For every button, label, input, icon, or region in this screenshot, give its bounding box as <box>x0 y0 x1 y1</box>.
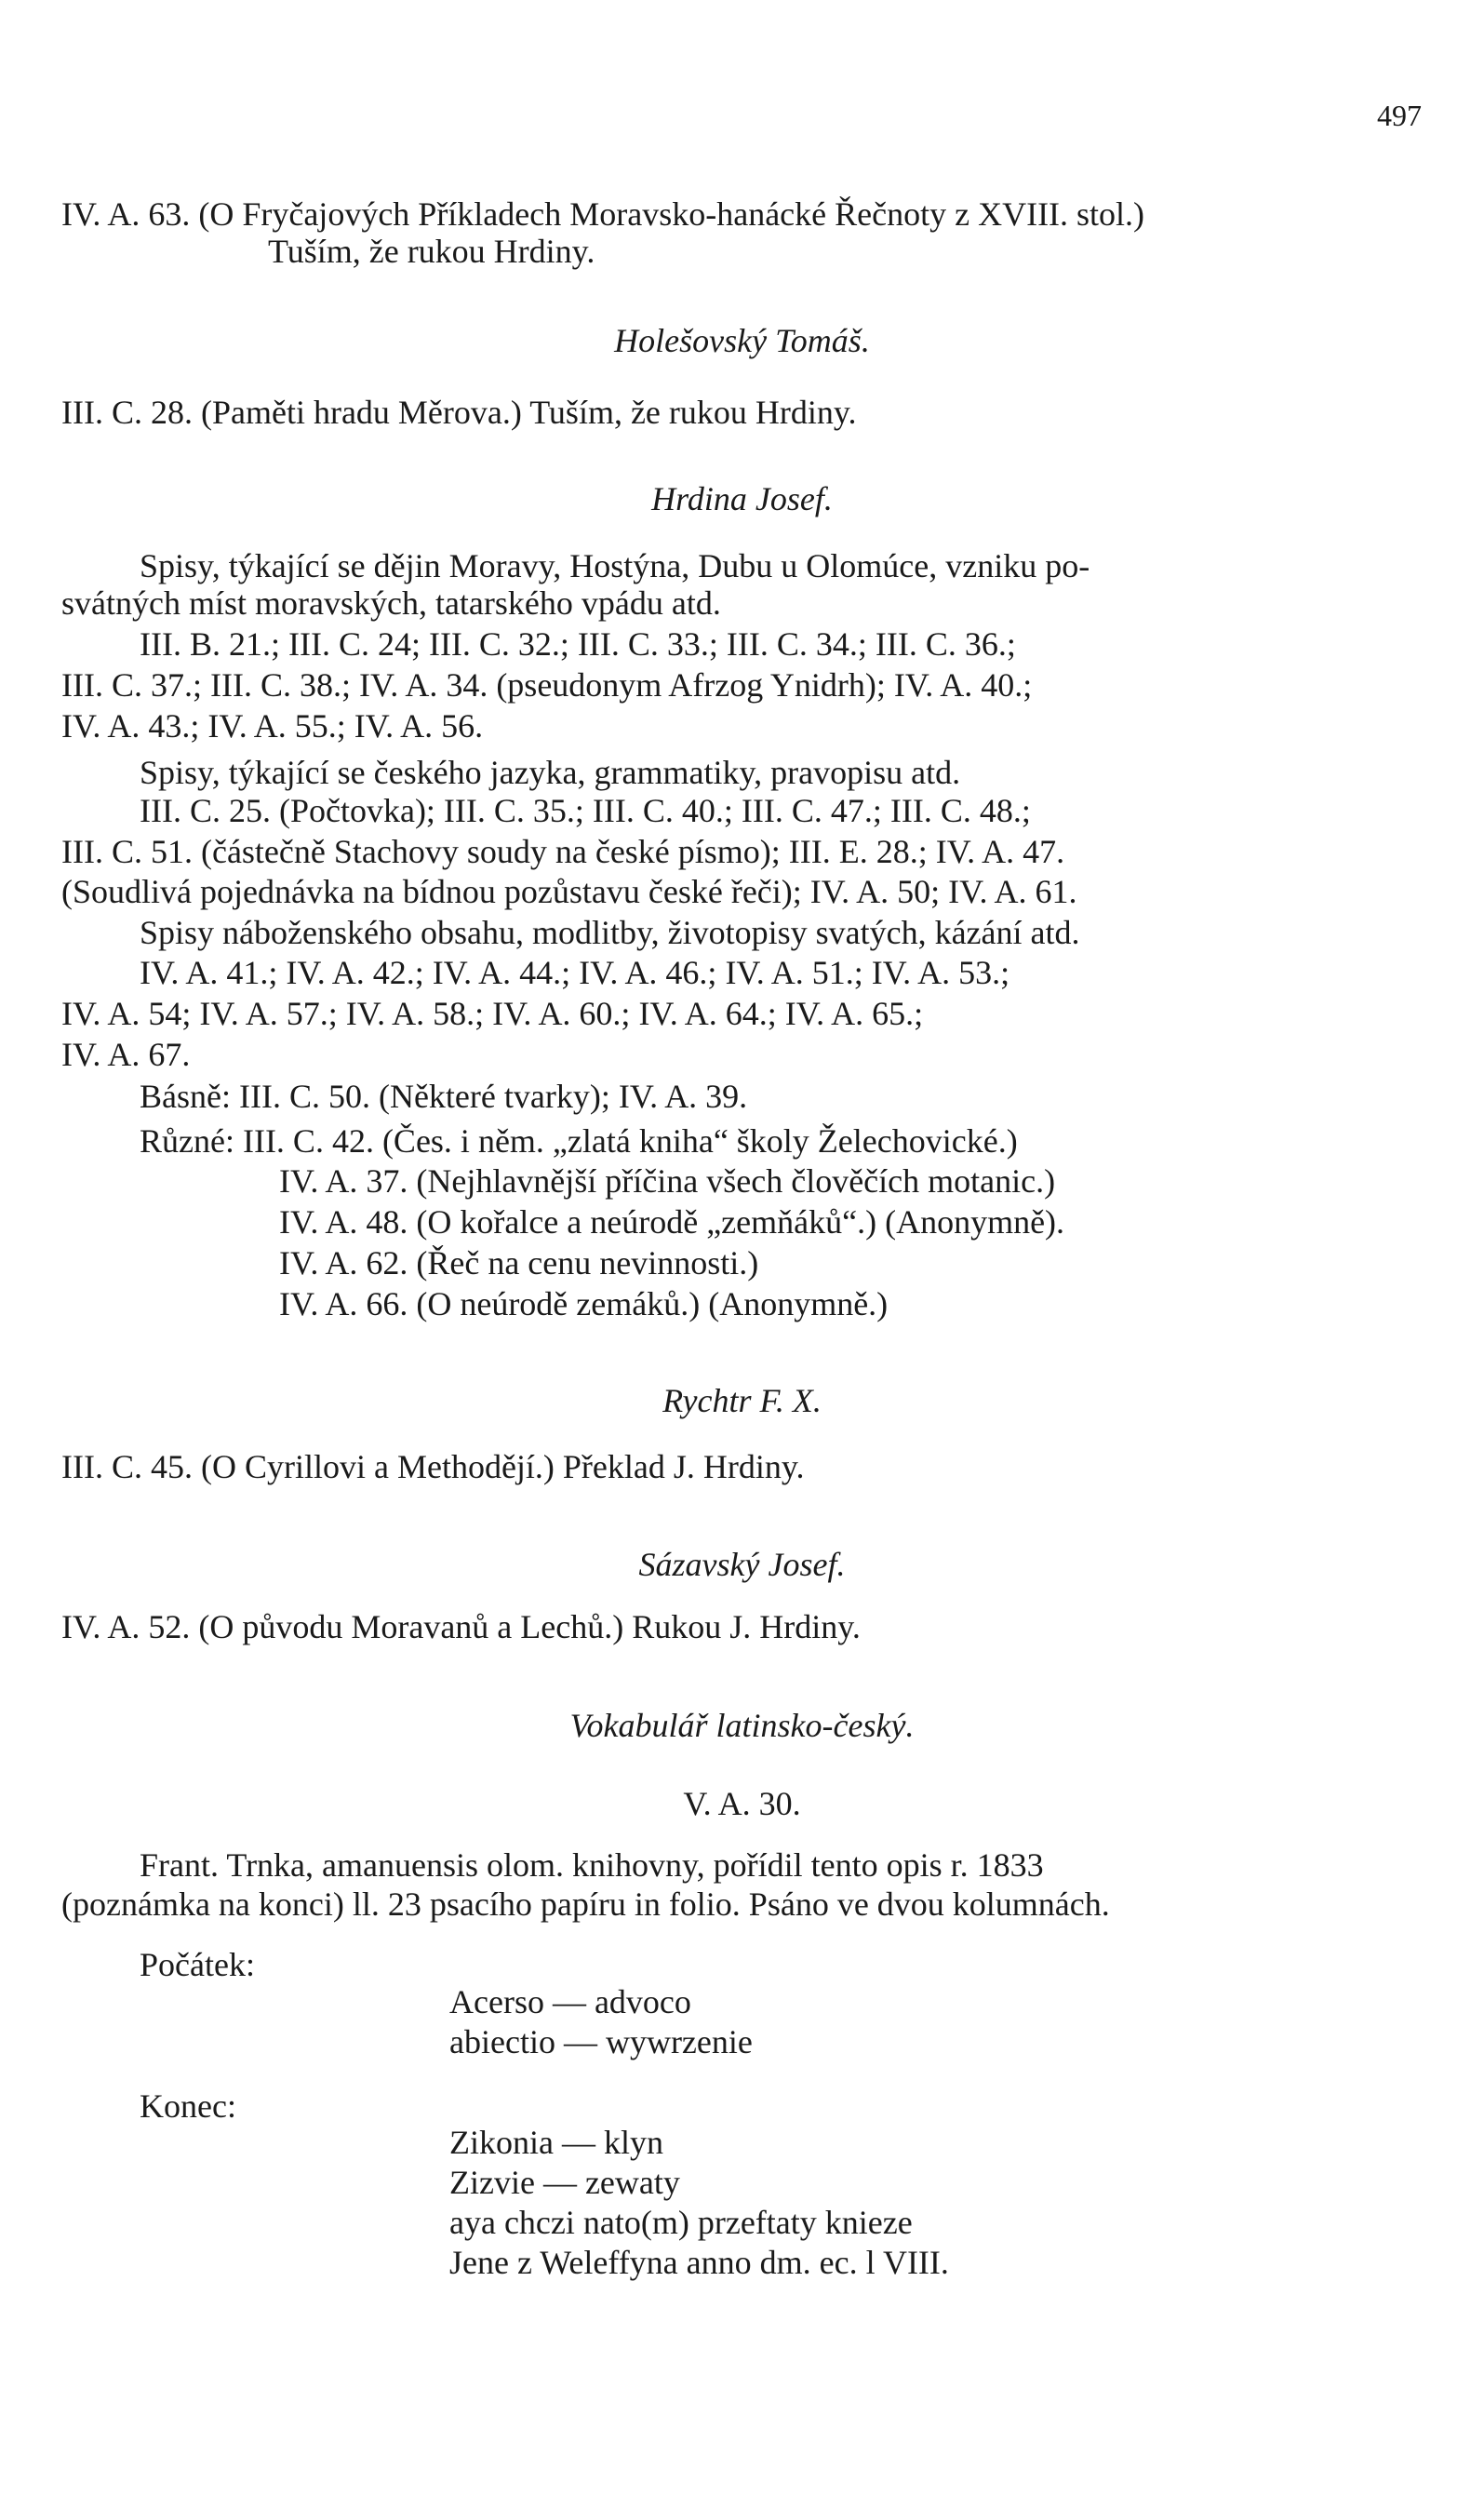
entry-rychtr: III. C. 45. (O Cyrillovi a Methodějí.) Překlad J. Hrdiny. <box>61 1448 805 1485</box>
page-number: 497 <box>1377 99 1422 132</box>
entry-fryca-line-1: IV. A. 63. (O Fryčajových Příkladech Moravsko-hanácké Řečnoty z XVIII. stol.) <box>61 195 1145 233</box>
hrdina-line: svátných míst moravských, tatarského vpádu atd. <box>61 584 721 622</box>
hrdina-line: Spisy náboženského obsahu, modlitby, životopisy svatých, kázání atd. <box>140 914 1080 951</box>
hrdina-basne: Básně: III. C. 50. (Některé tvarky); IV. A. 39. <box>140 1078 748 1115</box>
vokabular-signature: V. A. 30. <box>683 1785 801 1822</box>
hrdina-line: III. C. 25. (Počtovka); III. C. 35.; III. C. 40.; III. C. 47.; III. C. 48.; <box>140 792 1031 829</box>
konec-line: Zizvie — zewaty <box>449 2164 680 2201</box>
hrdina-line: IV. A. 41.; IV. A. 42.; IV. A. 44.; IV. A. 46.; IV. A. 51.; IV. A. 53.; <box>140 954 1010 991</box>
heading-vokabular: Vokabulář latinsko-český. <box>569 1707 915 1744</box>
heading-holesovsky: Holešovský Tomáš. <box>614 322 870 359</box>
hrdina-line: III. C. 37.; III. C. 38.; IV. A. 34. (pseudonym Afrzog Ynidrh); IV. A. 40.; <box>61 666 1033 704</box>
pocatek-line: abiectio — wywrzenie <box>449 2023 753 2060</box>
hrdina-ruzne-item: IV. A. 37. (Nejhlavnější příčina všech člověčích motanic.) <box>279 1162 1056 1200</box>
pocatek-line: Acerso — advoco <box>449 1983 691 2020</box>
entry-sazavsky: IV. A. 52. (O původu Moravanů a Lechů.) Rukou J. Hrdiny. <box>61 1608 861 1645</box>
heading-hrdina: Hrdina Josef. <box>651 480 833 517</box>
heading-sazavsky: Sázavský Josef. <box>638 1546 846 1583</box>
hrdina-line: IV. A. 67. <box>61 1036 191 1073</box>
konec-line: aya chczi nato(m) przeftaty knieze <box>449 2204 913 2241</box>
hrdina-line: IV. A. 54; IV. A. 57.; IV. A. 58.; IV. A. 60.; IV. A. 64.; IV. A. 65.; <box>61 995 924 1032</box>
konec-label: Konec: <box>140 2087 236 2125</box>
hrdina-line: IV. A. 43.; IV. A. 55.; IV. A. 56. <box>61 707 484 745</box>
heading-rychtr: Rychtr F. X. <box>662 1382 822 1419</box>
hrdina-ruzne-item: IV. A. 66. (O neúrodě zemáků.) (Anonymně.) <box>279 1285 889 1322</box>
konec-line: Jene z Weleffyna anno dm. ec. l VIII. <box>449 2244 949 2281</box>
hrdina-ruzne: Různé: III. C. 42. (Čes. i něm. „zlatá kniha“ školy Želechovické.) <box>140 1122 1018 1160</box>
hrdina-line: III. B. 21.; III. C. 24; III. C. 32.; III. C. 33.; III. C. 34.; III. C. 36.; <box>140 625 1016 663</box>
pocatek-label: Počátek: <box>140 1946 255 1983</box>
entry-fryca-line-2: Tuším, že rukou Hrdiny. <box>268 233 595 270</box>
hrdina-ruzne-item: IV. A. 48. (O kořalce a neúrodě „zemňáků“.) (Anonymně). <box>279 1203 1065 1241</box>
vokabular-description-line-2: (poznámka na konci) ll. 23 psacího papíru in folio. Psáno ve dvou kolumnách. <box>61 1885 1110 1923</box>
hrdina-line: Spisy, týkající se dějin Moravy, Hostýna, Dubu u Olomúce, vzniku po- <box>140 547 1090 584</box>
entry-holesovsky: III. C. 28. (Paměti hradu Měrova.) Tuším, že rukou Hrdiny. <box>61 394 857 431</box>
hrdina-line: (Soudlivá pojednávka na bídnou pozůstavu české řeči); IV. A. 50; IV. A. 61. <box>61 873 1077 910</box>
hrdina-line: Spisy, týkající se českého jazyka, grammatiky, pravopisu atd. <box>140 754 961 791</box>
hrdina-line: III. C. 51. (částečně Stachovy soudy na české písmo); III. E. 28.; IV. A. 47. <box>61 833 1065 870</box>
konec-line: Zikonia — klyn <box>449 2124 663 2161</box>
hrdina-ruzne-item: IV. A. 62. (Řeč na cenu nevinnosti.) <box>279 1244 759 1282</box>
vokabular-description-line-1: Frant. Trnka, amanuensis olom. knihovny, pořídil tento opis r. 1833 <box>140 1846 1044 1884</box>
